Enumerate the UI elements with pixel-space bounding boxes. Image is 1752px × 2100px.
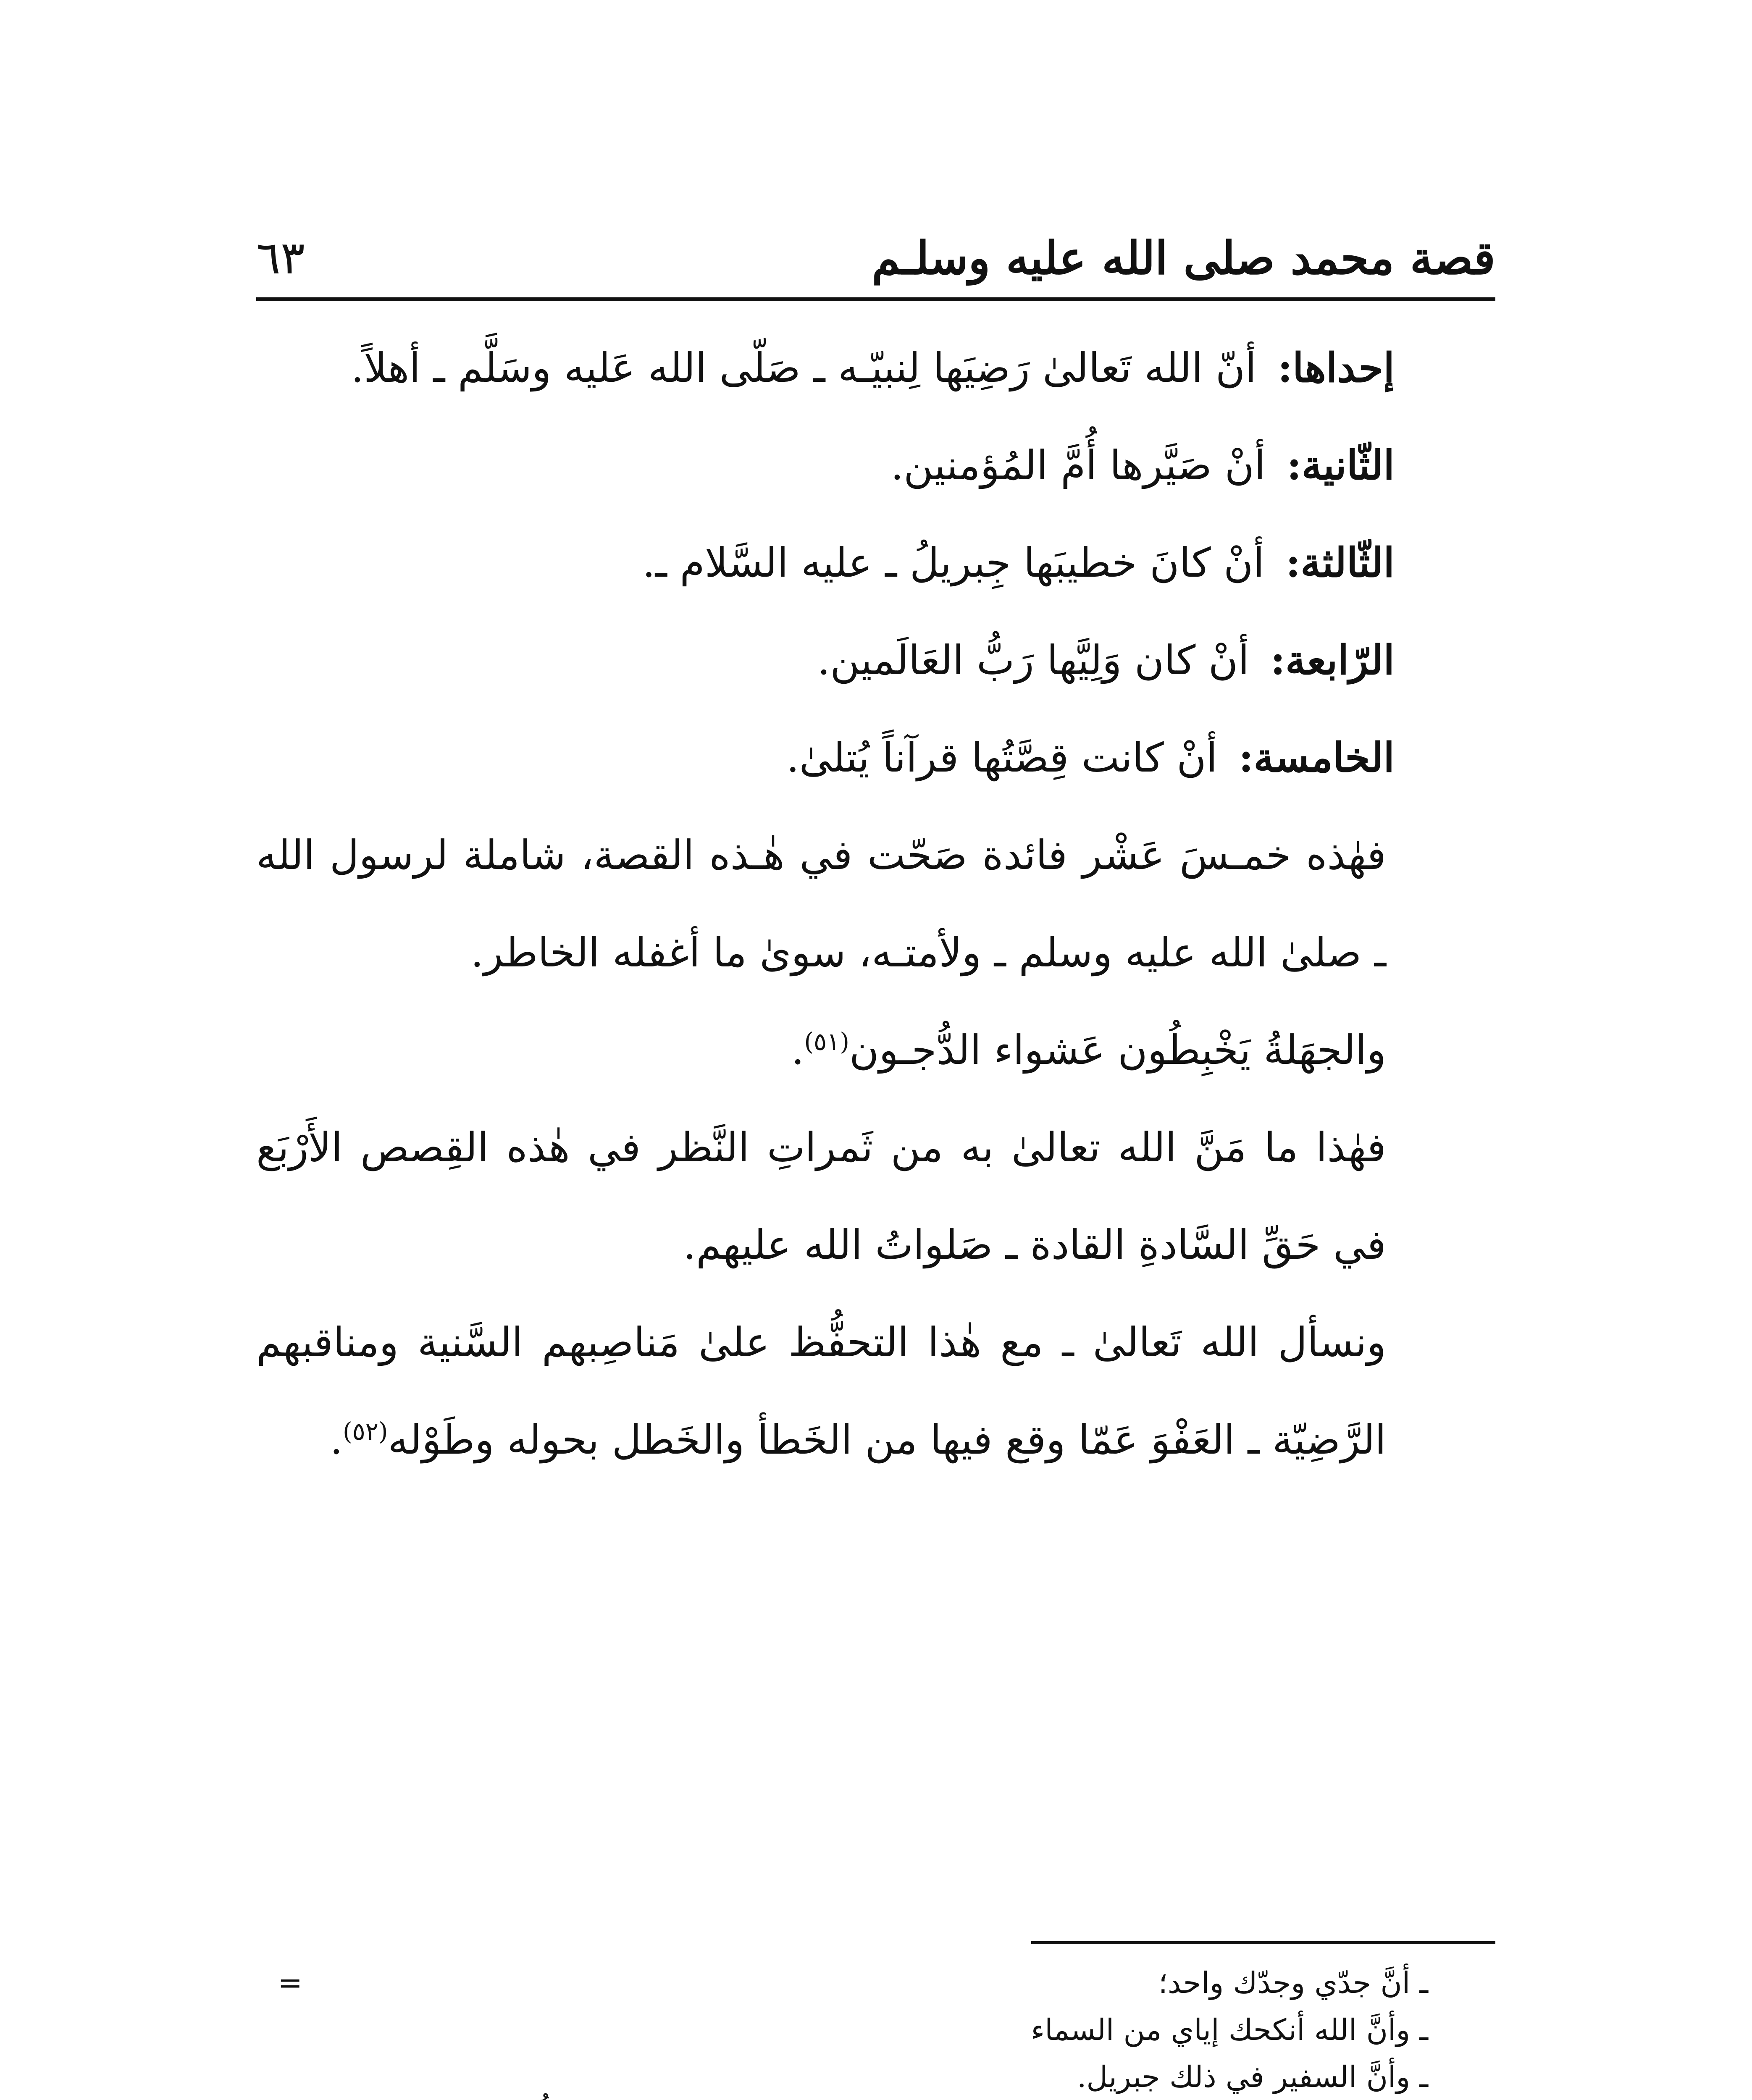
paragraph-proverb (256, 1001, 1495, 1099)
paragraph-supplication-text: ونسأل الله تَعالىٰ ـ مع هٰذا التحفُّظ علىٰ مَناصِبهم السَّنية ومناقبهم الرَّضِيّة ـ العَفْوَ عَمّا وقع فيها من الخَطأ والخَطل بحوله وطَوْله (256, 1319, 1386, 1463)
list-item-1 (256, 319, 1495, 417)
footnote-ref-51: (٥١) (804, 1027, 849, 1056)
list-item-5 (256, 709, 1495, 806)
list-item-text: أنْ كان وَلِيَّها رَبُّ العَالَمين. (817, 637, 1249, 684)
paragraph-summary: فهٰذه خمـسَ عَشْر فائدة صَحّت في هٰـذه القصة، شاملة لرسول الله ـ صلىٰ الله عليه وسلم ـ ولأمتـه، سوىٰ ما أغفله الخاطر. (256, 832, 1386, 976)
paragraph-proverb-text: والجهَلةُ يَخْبِطُون عَشواء الدُّجـون (849, 1026, 1386, 1074)
list-item-label: إحداها: (1277, 344, 1395, 391)
main-text (256, 319, 1495, 1488)
footnote-continuation-line: ـ وأنَّ الله أنكحك إياي من السماء (1031, 2013, 1428, 2047)
footnotes (256, 1959, 1495, 2100)
list-item-label: الثّالثة: (1285, 539, 1395, 586)
list-item-label: الرّابعة: (1270, 636, 1395, 684)
footnote-ref-52: (٥٢) (342, 1417, 388, 1446)
list-item-text: أنْ صَيَّرها أُمَّ المُؤمنين. (890, 442, 1266, 489)
paragraph-proverb-end: . (791, 1026, 804, 1074)
footnote-continuation-text: ـ أنَّ جدّي وجدّك واحد؛ (1158, 1966, 1428, 2000)
list-item-text: أنْ كانَ خطيبَها جِبريلُ ـ عليه السَّلام ـ. (642, 539, 1265, 586)
header-rule (256, 297, 1495, 301)
continuation-marker: = (278, 1966, 302, 2000)
paragraph-supplication-end: . (330, 1416, 343, 1463)
page-header (256, 229, 1495, 288)
paragraph-conclusion: فهٰذا ما مَنَّ الله تعالىٰ به من ثَمراتِ النَّظر في هٰذه القِصص الأَرْبَع في حَقِّ السَّادةِ القادة ـ صَلواتُ الله عليهم. (256, 1124, 1386, 1268)
list-item-label: الثّانية: (1287, 441, 1395, 489)
list-item-text: أنْ كانت قِصَّتُها قرآناً يُتلىٰ. (786, 734, 1218, 781)
list-item-4 (256, 612, 1495, 709)
running-title: قصة محمد صلى الله عليه وسلـم (872, 232, 1495, 285)
list-item-label: الخامسة: (1238, 734, 1395, 781)
footnote-rule (1031, 1941, 1495, 1944)
footnote-continuation-line (256, 1959, 1495, 2006)
page-number: ٦٣ (256, 232, 305, 284)
list-item-3 (256, 514, 1495, 612)
footnote-continuation-line: ـ وأنَّ السفير في ذلك جبريل. (1077, 2060, 1428, 2094)
paragraph-supplication (256, 1294, 1495, 1488)
list-item-text: أنّ الله تَعالىٰ رَضِيَها لِنبيّـه ـ صَلّى الله عَليه وسَلَّم ـ أهلاً. (351, 344, 1257, 391)
list-item-2 (256, 417, 1495, 514)
